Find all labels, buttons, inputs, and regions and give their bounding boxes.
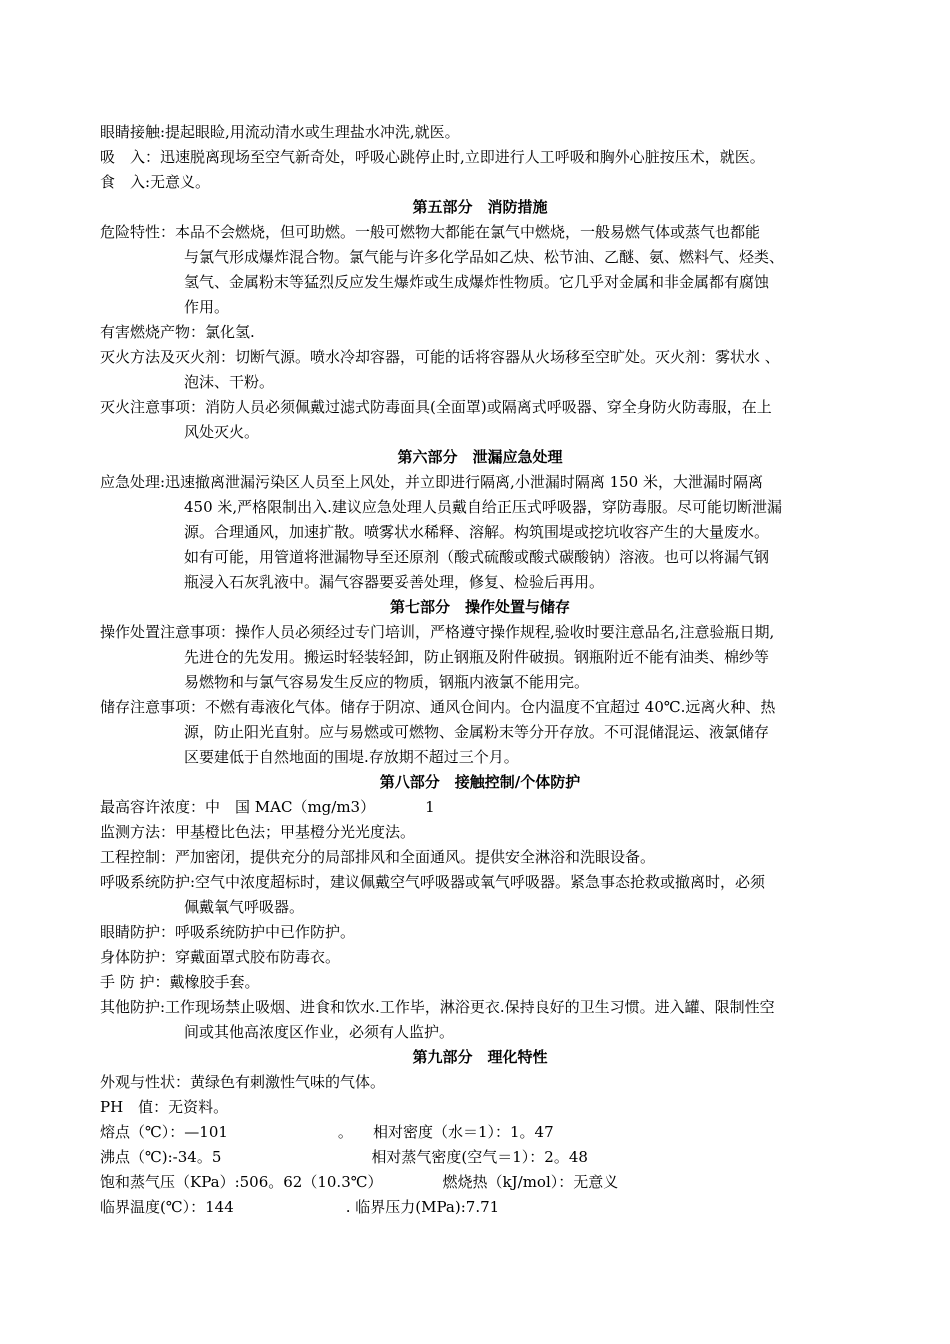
- leak-emergency-line: 瓶浸入石灰乳液中。漏气容器要妥善处理，修复、检验后再用。: [184, 573, 605, 591]
- prop-appearance: 外观与性状：黄绿色有刺激性气味的气体。: [100, 1073, 386, 1091]
- handling-storage-line: 源，防止阳光直射。应与易燃或可燃物、金属粉末等分开存放。不可混储混运、液氯储存: [184, 723, 770, 741]
- prop-melting-row: [100, 1120, 860, 1145]
- first-aid-eye: 眼睛接触:提起眼睑,用流动清水或生理盐水冲洗,就医。: [100, 123, 460, 141]
- fire-products: 有害燃烧产物：氯化氢.: [100, 323, 255, 341]
- prop-vapor-row: [100, 1170, 860, 1195]
- leak-emergency-line: 450 米,严格限制出入.建议应急处理人员戴自给正压式呼吸器，穿防毒服。尽可能切断泄漏: [184, 498, 782, 516]
- prop-vapor-pressure: 饱和蒸气压（KPa）:506。62（10.3℃）: [100, 1173, 383, 1191]
- exposure-mac-label: 最高容许浓度：中 国 MAC（mg/m3）: [100, 798, 376, 816]
- prop-boiling-row: [100, 1145, 860, 1170]
- prop-critical-pressure: . 临界压力(MPa):7.71: [345, 1198, 500, 1216]
- first-aid-inhale: 吸 入：迅速脱离现场至空气新奇处，呼吸心跳停止时,立即进行人工呼吸和胸外心脏按压术，就医。: [100, 148, 765, 166]
- prop-density-air: 相对蒸气密度(空气＝1）：2。48: [371, 1148, 588, 1166]
- handling-operation-line: 先进仓的先发用。搬运时轻装轻卸，防止钢瓶及附件破损。钢瓶附近不能有油类、棉纱等: [184, 648, 770, 666]
- fire-notes-line: 灭火注意事项：消防人员必须佩戴过滤式防毒面具(全面罩)或隔离式呼吸器、穿全身防火防毒服，在上: [100, 398, 772, 416]
- prop-boiling: 沸点（℃):-34。5: [100, 1148, 222, 1166]
- section-7-heading: 第七部分 操作处置与储存: [389, 598, 570, 616]
- exposure-mac-value: 1: [425, 798, 435, 816]
- exposure-eye: 眼睛防护：呼吸系统防护中已作防护。: [100, 923, 356, 941]
- prop-critical-row: [100, 1195, 860, 1220]
- prop-melting: 熔点（℃）：—101: [100, 1123, 228, 1141]
- leak-emergency-line: 如有可能，用管道将泄漏物导至还原剂（酸式硫酸或酸式碳酸钠）溶液。也可以将漏气钢: [184, 548, 770, 566]
- exposure-respiratory-line: 呼吸系统防护:空气中浓度超标时，建议佩戴空气呼吸器或氧气呼吸器。紧急事态抢救或撤离时，必须: [100, 873, 766, 891]
- prop-combustion-heat: 燃烧热（kJ/mol）：无意义: [442, 1173, 619, 1191]
- fire-notes-line: 风处灭火。: [184, 423, 260, 441]
- section-9-heading: 第九部分 理化特性: [412, 1048, 548, 1066]
- prop-melting-end: 。: [337, 1123, 353, 1141]
- leak-emergency-line: 源。合理通风，加速扩散。喷雾状水稀释、溶解。构筑围堤或挖坑收容产生的大量废水。: [184, 523, 770, 541]
- fire-method-line: 灭火方法及灭火剂：切断气源。喷水冷却容器，可能的话将容器从火场移至空旷处。灭火剂：雾状水 、: [100, 348, 780, 366]
- section-5-heading: 第五部分 消防措施: [412, 198, 548, 216]
- handling-storage-line: 储存注意事项：不燃有毒液化气体。储存于阴凉、通风仓间内。仓内温度不宜超过 40℃.远离火种、热: [100, 698, 776, 716]
- handling-operation-line: 操作处置注意事项：操作人员必须经过专门培训，严格遵守操作规程,验收时要注意品名,注意验瓶日期,: [100, 623, 775, 641]
- exposure-other-line: 其他防护:工作现场禁止吸烟、进食和饮水.工作毕，淋浴更衣.保持良好的卫生习惯。进入罐、限制性空: [100, 998, 775, 1016]
- exposure-monitor: 监测方法：甲基橙比色法；甲基橙分光光度法。: [100, 823, 416, 841]
- fire-hazard-line: 危险特性：本品不会燃烧，但可助燃。一般可燃物大都能在氯气中燃烧，一般易燃气体或蒸气也都能: [100, 223, 761, 241]
- exposure-mac: [100, 795, 860, 820]
- fire-method-line: 泡沫、干粉。: [184, 373, 275, 391]
- leak-emergency-line: 应急处理:迅速撤离泄漏污染区人员至上风处，并立即进行隔离,小泄漏时隔离 150 米，大泄漏时隔离: [100, 473, 763, 491]
- exposure-body: 身体防护：穿戴面罩式胶布防毒衣。: [100, 948, 341, 966]
- exposure-hand: 手 防 护：戴橡胶手套。: [100, 973, 260, 991]
- fire-hazard-line: 与氯气形成爆炸混合物。氯气能与许多化学品如乙炔、松节油、乙醚、氨、燃料气、烃类、: [184, 248, 785, 266]
- section-6-heading: 第六部分 泄漏应急处理: [397, 448, 563, 466]
- prop-ph: PH 值：无资料。: [100, 1098, 229, 1116]
- exposure-other-line: 间或其他高浓度区作业，必须有人监护。: [184, 1023, 455, 1041]
- section-8-heading: 第八部分 接触控制/个体防护: [379, 773, 581, 791]
- first-aid-ingest: 食 入:无意义。: [100, 173, 211, 191]
- prop-critical-temp: 临界温度(℃）：144: [100, 1198, 234, 1216]
- fire-hazard-line: 氢气、金属粉末等猛烈反应发生爆炸或生成爆炸性物质。它几乎对金属和非金属都有腐蚀: [184, 273, 770, 291]
- fire-hazard-line: 作用。: [184, 298, 230, 316]
- prop-density-water: 相对密度（水＝1）：1。47: [372, 1123, 554, 1141]
- exposure-engineering: 工程控制：严加密闭，提供充分的局部排风和全面通风。提供安全淋浴和洗眼设备。: [100, 848, 656, 866]
- msds-page: [100, 120, 860, 1220]
- handling-operation-line: 易燃物和与氯气容易发生反应的物质，钢瓶内液氯不能用完。: [184, 673, 590, 691]
- handling-storage-line: 区要建低于自然地面的围堤.存放期不超过三个月。: [184, 748, 519, 766]
- exposure-respiratory-line: 佩戴氧气呼吸器。: [184, 898, 305, 916]
